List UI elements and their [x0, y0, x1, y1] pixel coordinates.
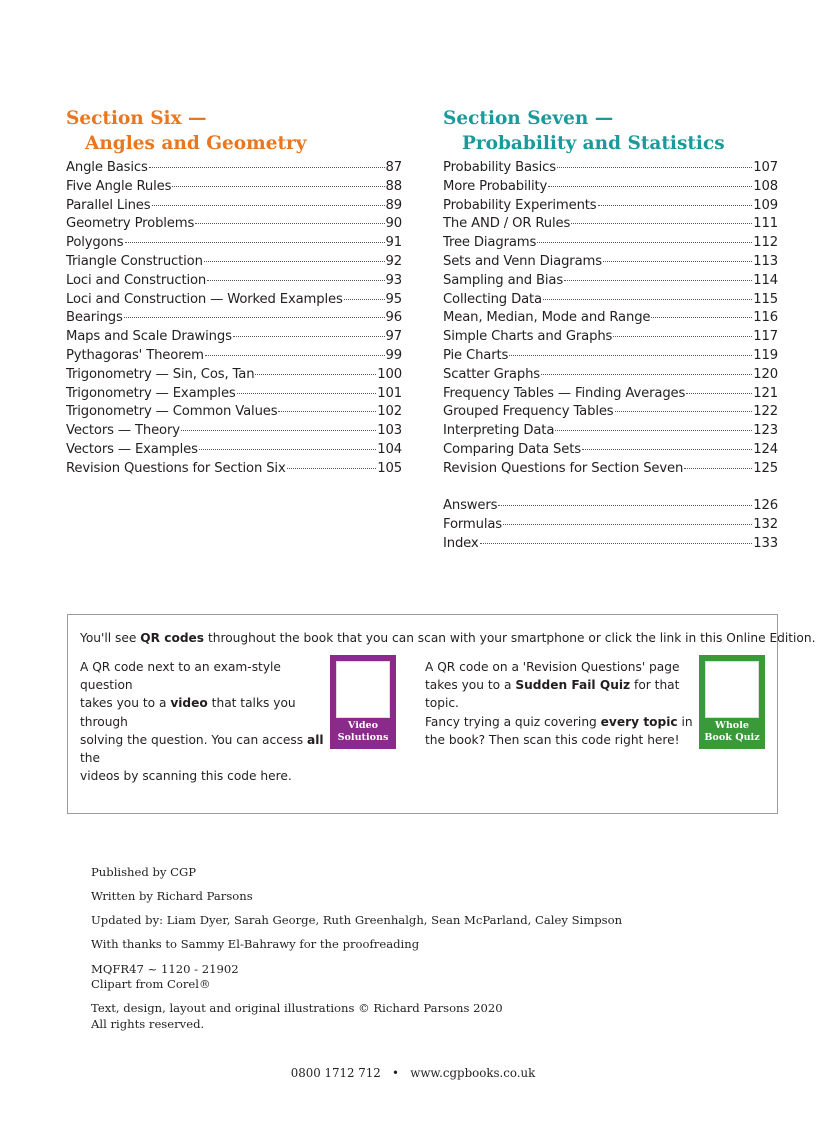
toc-entry-title: Sampling and Bias [443, 272, 564, 288]
dot-leader [557, 167, 752, 168]
toc-entry[interactable] [66, 347, 402, 366]
toc-entry-title: Collecting Data [443, 291, 542, 307]
qr-left-line2-pre: takes you to a [80, 696, 171, 711]
toc-entry-title: Answers [443, 498, 498, 514]
thanks: With thanks to Sammy El-Bahrawy for the proofreading [91, 937, 420, 951]
toc-entry-page: 119 [753, 347, 778, 363]
toc-entry[interactable] [66, 309, 402, 328]
toc-entry-page: 101 [377, 385, 402, 401]
section-seven [443, 106, 778, 554]
dot-leader [125, 242, 385, 243]
qr-left-line2 [80, 694, 330, 730]
toc-entry-page: 108 [753, 178, 778, 194]
footer-separator: • [392, 1066, 399, 1080]
dot-leader [237, 393, 377, 394]
toc-entry-title: Revision Questions for Section Six [66, 460, 286, 476]
toc-entry-title: Scatter Graphs [443, 366, 540, 382]
video-solutions-label-line2: Solutions [337, 731, 389, 743]
toc-entry[interactable] [443, 328, 778, 347]
toc-entry[interactable] [443, 403, 778, 422]
qr-left-line1: A QR code next to an exam-style question [80, 660, 281, 693]
toc-entry-title: Loci and Construction — Worked Examples [66, 291, 343, 307]
toc-entry[interactable] [66, 328, 402, 347]
updated-by: Updated by: Liam Dyer, Sarah George, Ruth Greenhalgh, Sean McParland, Caley Simpson [91, 913, 623, 927]
toc-entry-title: Index [443, 535, 479, 551]
dot-leader [255, 374, 376, 375]
toc-entry[interactable] [443, 535, 778, 554]
toc-entry[interactable] [443, 159, 778, 178]
section-seven-title-line1: Section Seven — [443, 108, 614, 129]
toc-entry-page: 91 [385, 235, 402, 251]
toc-entry[interactable] [443, 441, 778, 460]
toc-entry[interactable] [443, 197, 778, 216]
toc-entry-title: Formulas [443, 517, 502, 533]
toc-entry-page: 114 [753, 272, 778, 288]
toc-entry[interactable] [443, 385, 778, 404]
toc-entry-title: Interpreting Data [443, 423, 555, 439]
toc-entry-title: Comparing Data Sets [443, 441, 581, 457]
video-solutions-qr-code[interactable] [330, 655, 396, 749]
dot-leader [233, 336, 385, 337]
qr-left-text [80, 658, 330, 785]
dot-leader [287, 468, 377, 469]
toc-entry-page: 87 [385, 160, 402, 175]
qr-right-line2-post: for that topic. [425, 678, 680, 711]
toc-entry-page: 117 [753, 329, 778, 345]
toc-entry-page: 109 [753, 197, 778, 213]
dot-leader [571, 223, 752, 224]
toc-entry-title: Pythagoras' Theorem [66, 347, 204, 363]
footer-phone: 0800 1712 712 [290, 1066, 381, 1080]
dot-leader [684, 468, 752, 469]
qr-left-line3-bold: all [307, 732, 324, 747]
qr-left-line3-post: the [80, 751, 101, 766]
toc-entry[interactable] [66, 197, 402, 216]
toc-entry-page: 124 [753, 441, 778, 457]
section-six [66, 106, 402, 479]
dot-leader [564, 280, 752, 281]
dot-leader [205, 355, 385, 356]
qr-intro-post: throughout the book that you can scan with your smartphone or click the link in this Online Edition. [204, 631, 816, 645]
qr-left-line3 [80, 731, 330, 767]
whole-book-quiz-label-line2: Book Quiz [704, 731, 760, 743]
dot-leader [278, 411, 376, 412]
dot-leader [548, 186, 752, 187]
qr-right-line3-bold: every topic [600, 714, 678, 729]
qr-right-text [425, 658, 695, 749]
qr-right-line3-pre: Fancy trying a quiz covering [425, 714, 601, 729]
dot-leader [498, 505, 752, 506]
dot-leader [651, 317, 752, 318]
dot-leader [199, 449, 376, 450]
toc-entry-title: Simple Charts and Graphs [443, 329, 613, 345]
qr-intro-bold: QR codes [140, 631, 205, 645]
dot-leader [613, 336, 752, 337]
dot-leader [344, 299, 385, 300]
toc-entry-page: 132 [753, 517, 778, 533]
whole-book-quiz-label-line1: Whole [715, 720, 749, 731]
toc-entry-title: More Probability [443, 178, 548, 194]
toc-entry-title: Vectors — Theory [66, 423, 180, 439]
toc-entry[interactable] [66, 272, 402, 291]
dot-leader [204, 261, 385, 262]
dot-leader [582, 449, 752, 450]
qr-left-line4: videos by scanning this code here. [80, 769, 292, 784]
toc-entry-title: Vectors — Examples [66, 441, 198, 457]
qr-right-line4: the book? Then scan this code right here! [425, 732, 680, 747]
toc-entry[interactable] [443, 234, 778, 253]
toc-entry-page: 112 [753, 235, 778, 251]
toc-entry-page: 93 [385, 272, 402, 288]
toc-entry-title: Geometry Problems [66, 216, 195, 232]
dot-leader [149, 167, 385, 168]
toc-entry-page: 97 [385, 329, 402, 345]
toc-entry-page: 113 [753, 253, 778, 269]
dot-leader [195, 223, 384, 224]
toc-entry[interactable] [66, 215, 402, 234]
toc-entry-title: Revision Questions for Section Seven [443, 460, 684, 476]
toc-entry[interactable] [443, 497, 778, 516]
dot-leader [541, 374, 752, 375]
qr-right-line2 [425, 676, 695, 712]
section-six-title-line1: Section Six — [66, 108, 207, 129]
qr-right-line3 [425, 713, 695, 731]
toc-entry[interactable] [66, 422, 402, 441]
toc-entry-title: Loci and Construction [66, 272, 207, 288]
rights-reserved: All rights reserved. [91, 1017, 205, 1031]
toc-entry-title: Frequency Tables — Finding Averages [443, 385, 686, 401]
toc-entry-title: Maps and Scale Drawings [66, 329, 232, 345]
section-seven-title-line2: Probability and Statistics [462, 133, 725, 154]
toc-entry-page: 99 [385, 347, 402, 363]
toc-entry-page: 115 [753, 291, 778, 307]
video-solutions-label [334, 720, 392, 743]
dot-leader [537, 242, 752, 243]
toc-entry-title: Parallel Lines [66, 197, 151, 213]
toc-entry-title: Grouped Frequency Tables [443, 404, 614, 420]
toc-entry-title: Bearings [66, 310, 123, 326]
toc-entry-page: 121 [753, 385, 778, 401]
toc-entry-title: Probability Basics [443, 160, 556, 175]
toc-entry-page: 89 [385, 197, 402, 213]
toc-entry-page: 123 [753, 423, 778, 439]
dot-leader [555, 430, 752, 431]
toc-entry-page: 133 [753, 535, 778, 551]
section-seven-title [443, 106, 778, 156]
footer [0, 1066, 826, 1080]
toc-entry[interactable] [66, 385, 402, 404]
toc-entry[interactable] [443, 309, 778, 328]
toc-entry-title: Trigonometry — Common Values [66, 404, 278, 420]
toc-entry[interactable] [443, 347, 778, 366]
toc-entry-title: Mean, Median, Mode and Range [443, 310, 651, 326]
toc-entry-page: 88 [385, 178, 402, 194]
qr-left-line3-pre: solving the question. You can access [80, 732, 307, 747]
toc-entry-title: Trigonometry — Sin, Cos, Tan [66, 366, 255, 382]
qr-right-line2-pre: takes you to a [425, 678, 516, 693]
dot-leader [172, 186, 384, 187]
dot-leader [503, 524, 752, 525]
dot-leader [480, 543, 753, 544]
toc-entry-title: Angle Basics [66, 160, 148, 175]
toc-entry[interactable] [443, 460, 778, 479]
dot-leader [509, 355, 752, 356]
toc-entry-page: 107 [753, 160, 778, 175]
video-solutions-label-line1: Video [347, 720, 379, 731]
qr-info-box [67, 614, 816, 814]
toc-entry[interactable] [66, 441, 402, 460]
toc-entry-page: 122 [753, 404, 778, 420]
toc-entry[interactable] [66, 291, 402, 310]
toc-entry-page: 96 [385, 310, 402, 326]
dot-leader [124, 317, 385, 318]
qr-intro-pre: You'll see [80, 631, 141, 645]
toc-entry-title: Polygons [66, 235, 124, 251]
whole-book-quiz-label [703, 720, 761, 743]
toc-entry-title: Pie Charts [443, 347, 509, 363]
toc-entry-page: 103 [377, 423, 402, 439]
qr-right-line3-post: in [677, 714, 693, 729]
toc-entry-page: 95 [385, 291, 402, 307]
qr-code-image-icon [336, 661, 390, 718]
toc-entry[interactable] [66, 460, 402, 479]
toc-entry[interactable] [443, 422, 778, 441]
toc-entry-page: 102 [377, 404, 402, 420]
toc-entry-page: 116 [753, 310, 778, 326]
qr-right-line2-bold: Sudden Fail Quiz [515, 678, 631, 693]
dot-leader [543, 299, 752, 300]
clipart-credit: Clipart from Corel® [91, 977, 211, 991]
toc-entry[interactable] [66, 366, 402, 385]
toc-entry-title: Probability Experiments [443, 197, 597, 213]
published-by: Published by CGP [91, 865, 197, 879]
toc-entry-page: 104 [377, 441, 402, 457]
section-six-title-line2: Angles and Geometry [85, 133, 307, 154]
dot-leader [686, 393, 752, 394]
dot-leader [615, 411, 753, 412]
toc-entry[interactable] [443, 272, 778, 291]
qr-code-image-icon [705, 661, 759, 718]
toc-entry[interactable] [66, 178, 402, 197]
toc-entry-title: Sets and Venn Diagrams [443, 253, 602, 269]
qr-intro [80, 631, 815, 645]
dot-leader [598, 205, 753, 206]
toc-entry-title: Trigonometry — Examples [66, 385, 236, 401]
copyright: Text, design, layout and original illustrations © Richard Parsons 2020 [91, 1001, 503, 1015]
qr-left-line2-post: that talks you through [80, 696, 296, 729]
dot-leader [603, 261, 752, 262]
toc-entry-title: Tree Diagrams [443, 235, 537, 251]
product-code: MQFR47 ~ 1120 - 21902 [91, 962, 239, 976]
toc-entry[interactable] [443, 215, 778, 234]
toc-entry[interactable] [66, 234, 402, 253]
toc-entry-title: Five Angle Rules [66, 178, 172, 194]
back-matter-contents [443, 497, 778, 553]
dot-leader [207, 280, 384, 281]
section-six-contents [66, 159, 402, 479]
toc-entry[interactable] [443, 178, 778, 197]
toc-entry-page: 90 [385, 216, 402, 232]
toc-entry-title: The AND / OR Rules [443, 216, 571, 232]
toc-entry-page: 111 [753, 216, 778, 232]
toc-entry[interactable] [443, 253, 778, 272]
toc-entry[interactable] [66, 403, 402, 422]
toc-entry-page: 100 [377, 366, 402, 382]
footer-website[interactable]: www.cgpbooks.co.uk [410, 1066, 536, 1080]
toc-entry-page: 92 [385, 253, 402, 269]
toc-entry-page: 125 [753, 460, 778, 476]
toc-entry[interactable] [66, 159, 402, 178]
written-by: Written by Richard Parsons [91, 889, 253, 903]
toc-entry-page: 105 [377, 460, 402, 476]
toc-entry[interactable] [443, 516, 778, 535]
toc-entry-page: 126 [753, 498, 778, 514]
dot-leader [181, 430, 376, 431]
toc-entry[interactable] [66, 253, 402, 272]
qr-left-line2-bold: video [170, 696, 208, 711]
toc-entry[interactable] [443, 291, 778, 310]
whole-book-quiz-qr-code[interactable] [699, 655, 765, 749]
section-six-title [66, 106, 402, 156]
dot-leader [152, 205, 385, 206]
toc-entry[interactable] [443, 366, 778, 385]
toc-entry-page: 120 [753, 366, 778, 382]
toc-entry-title: Triangle Construction [66, 253, 203, 269]
section-seven-contents [443, 159, 778, 479]
qr-right-line1: A QR code on a 'Revision Questions' page [425, 660, 680, 674]
